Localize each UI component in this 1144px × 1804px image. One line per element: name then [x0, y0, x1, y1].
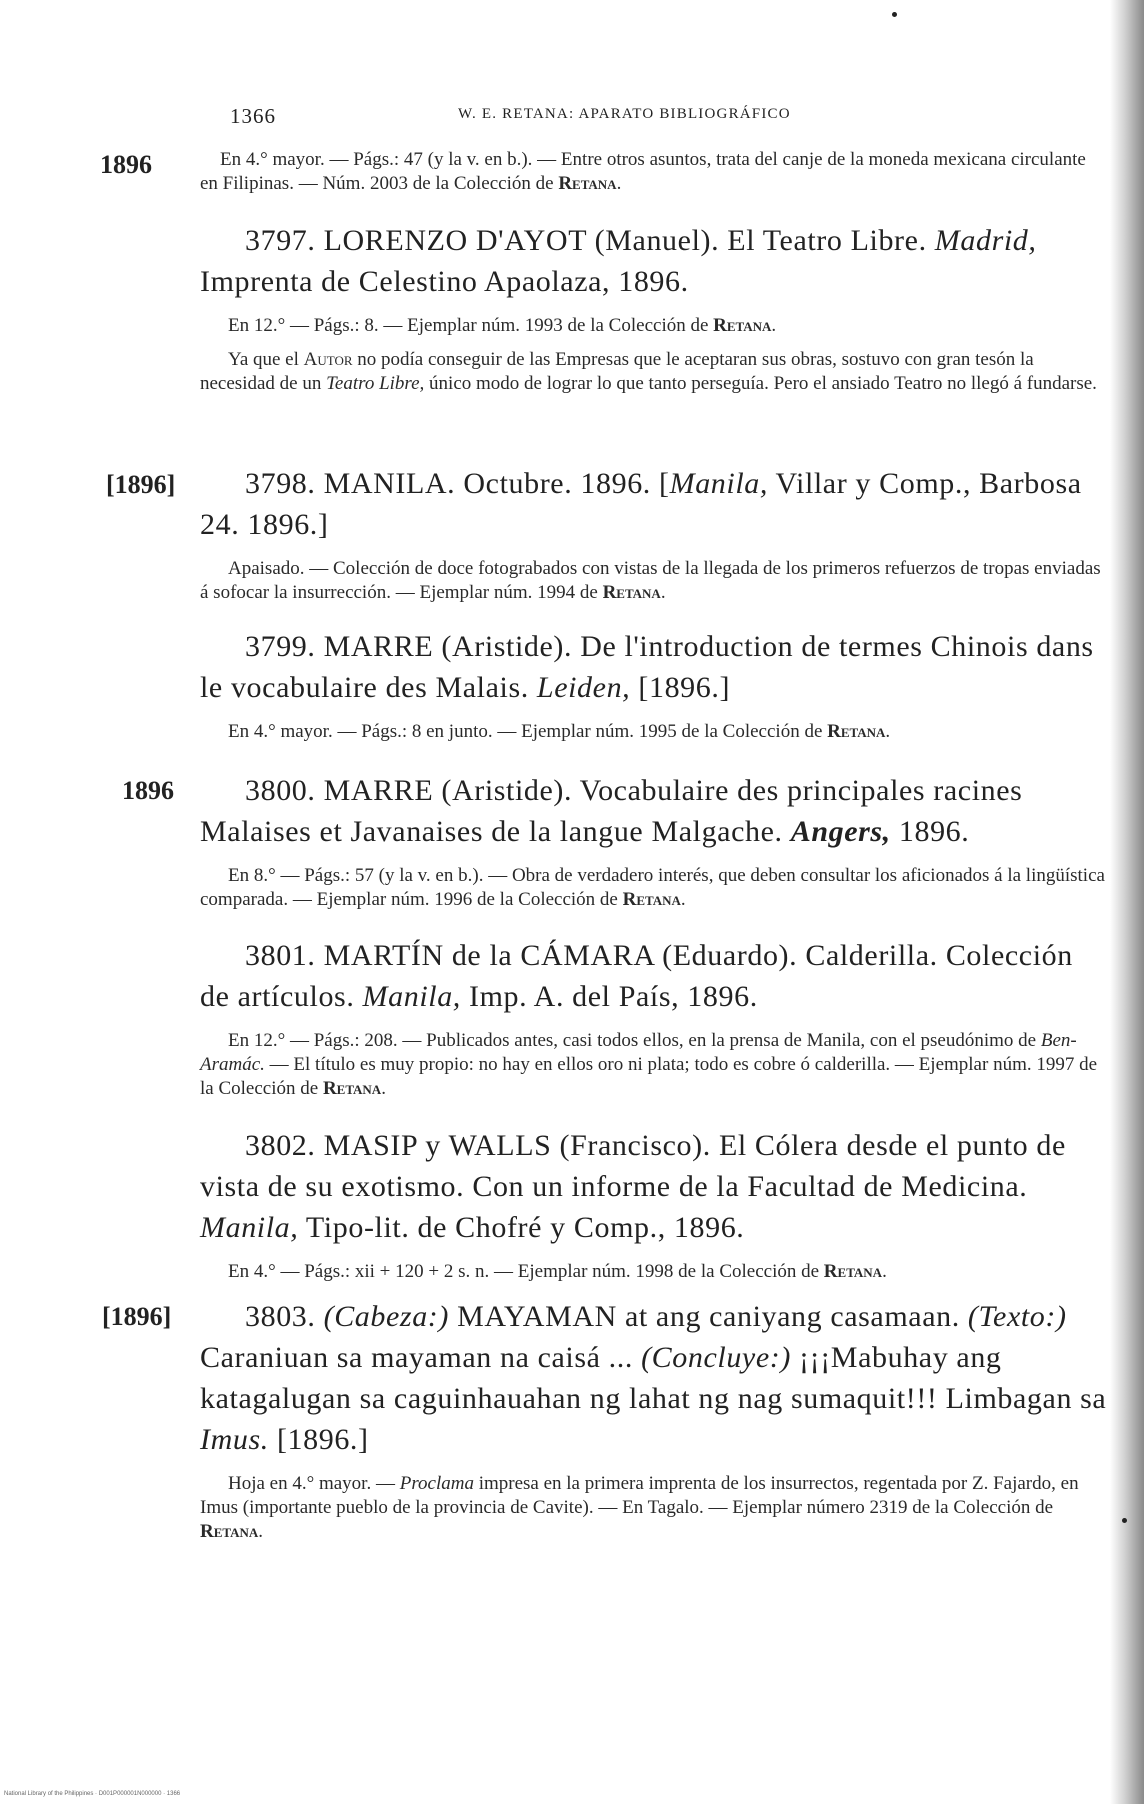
entry-3799 — [200, 626, 1108, 744]
continuation-note — [200, 148, 1108, 196]
page-number: 1366 — [230, 104, 276, 128]
ink-speck — [892, 12, 897, 17]
year-margin: [1896] — [102, 1302, 172, 1331]
entry-title: 3798. MANILA. Octubre. 1896. [Manila, Villar y Comp., Barbosa 24. 1896.] — [200, 467, 1082, 541]
year-margin: 1896 — [100, 150, 152, 179]
entry-note: En 8.° — Págs.: 57 (y la v. en b.). — Obra de verdadero interés, que deben consultar los aficionados á la lingüística comparada. — Ejemplar núm. 1996 de la Colección de Retana. — [200, 865, 1105, 910]
entry-note: En 4.° mayor. — Págs.: 47 (y la v. en b.). — Entre otros asuntos, trata del canje de la moneda mexicana circulante en Filipinas. — Núm. 2003 de la Colección de Retana. — [200, 149, 1086, 194]
entry-title: 3797. LORENZO D'AYOT (Manuel). El Teatro Libre. Madrid, Imprenta de Celestino Apaolaza, 1896. — [200, 224, 1037, 298]
entry-3803 — [200, 1296, 1108, 1544]
entry-title: 3801. MARTÍN de la CÁMARA (Eduardo). Calderilla. Colección de artículos. Manila, Imp. A. del País, 1896. — [200, 939, 1073, 1013]
running-header — [230, 104, 910, 130]
entry-note: En 4.° mayor. — Págs.: 8 en junto. — Ejemplar núm. 1995 de la Colección de Retana. — [228, 721, 891, 742]
page-edge-shadow — [1110, 0, 1144, 1804]
ink-speck — [1122, 1518, 1127, 1523]
entry-title: 3802. MASIP y WALLS (Francisco). El Cólera desde el punto de vista de su exotismo. Con un informe de la Facultad de Medicina. Manila, Tipo-lit. de Chofré y Comp., 1896. — [200, 1129, 1066, 1244]
entry-note: En 12.° — Págs.: 8. — Ejemplar núm. 1993 de la Colección de Retana. — [228, 315, 777, 336]
year-margin: [1896] — [106, 470, 176, 499]
entry-3801 — [200, 935, 1108, 1101]
entry-title: 3803. (Cabeza:) MAYAMAN at ang caniyang casamaan. (Texto:) Caraniuan sa mayaman na caisá ... (Concluye:) ¡¡¡Mabuhay ang katagalugan sa caguinhauahan ng lahat ng nag sumaquit!!! Limbagan sa Imus. [1896.] — [200, 1300, 1107, 1456]
entry-note: En 4.° — Págs.: xii + 120 + 2 s. n. — Ejemplar núm. 1998 de la Colección de Retana. — [228, 1261, 887, 1282]
entry-3797 — [200, 220, 1108, 396]
scan-footer: National Library of the Philippines · D001P000001N000000 · 1366 — [4, 1791, 181, 1797]
entry-note: En 12.° — Págs.: 208. — Publicados antes, casi todos ellos, en la prensa de Manila, con el pseudónimo de Ben-Aramác. — El título es muy propio: no hay en ellos oro ni plata; todo es cobre ó calderilla. — Ejemplar núm. 1997 de la Colección de Retana. — [200, 1030, 1098, 1099]
entry-note: Apaisado. — Colección de doce fotograbados con vistas de la llegada de los primeros refuerzos de tropas enviadas á sofocar la insurrección. — Ejemplar núm. 1994 de Retana. — [200, 558, 1101, 603]
entry-3802 — [200, 1125, 1108, 1284]
entry-title: 3800. MARRE (Aristide). Vocabulaire des principales racines Malaises et Javanaises de la langue Malgache. Angers, 1896. — [200, 774, 1023, 848]
entry-note: Ya que el Autor no podía conseguir de las Empresas que le aceptaran sus obras, sostuvo con gran tesón la necesidad de un Teatro Libre, único modo de lograr lo que tanto perseguía. Pero el ansiado Teatro no llegó á fundarse. — [200, 349, 1097, 394]
year-margin: 1896 — [122, 776, 174, 805]
entry-title: 3799. MARRE (Aristide). De l'introduction de termes Chinois dans le vocabulaire des Malais. Leiden, [1896.] — [200, 630, 1094, 704]
running-title: W. E. RETANA: APARATO BIBLIOGRÁFICO — [458, 106, 791, 122]
entry-3800 — [200, 770, 1108, 912]
entry-3798 — [200, 463, 1108, 605]
entry-note: Hoja en 4.° mayor. — Proclama impresa en la primera imprenta de los insurrectos, regentada por Z. Fajardo, en Imus (importante pueblo de la provincia de Cavite). — En Tagalo. — Ejemplar número 2319 de la Colección de Retana. — [200, 1473, 1079, 1542]
